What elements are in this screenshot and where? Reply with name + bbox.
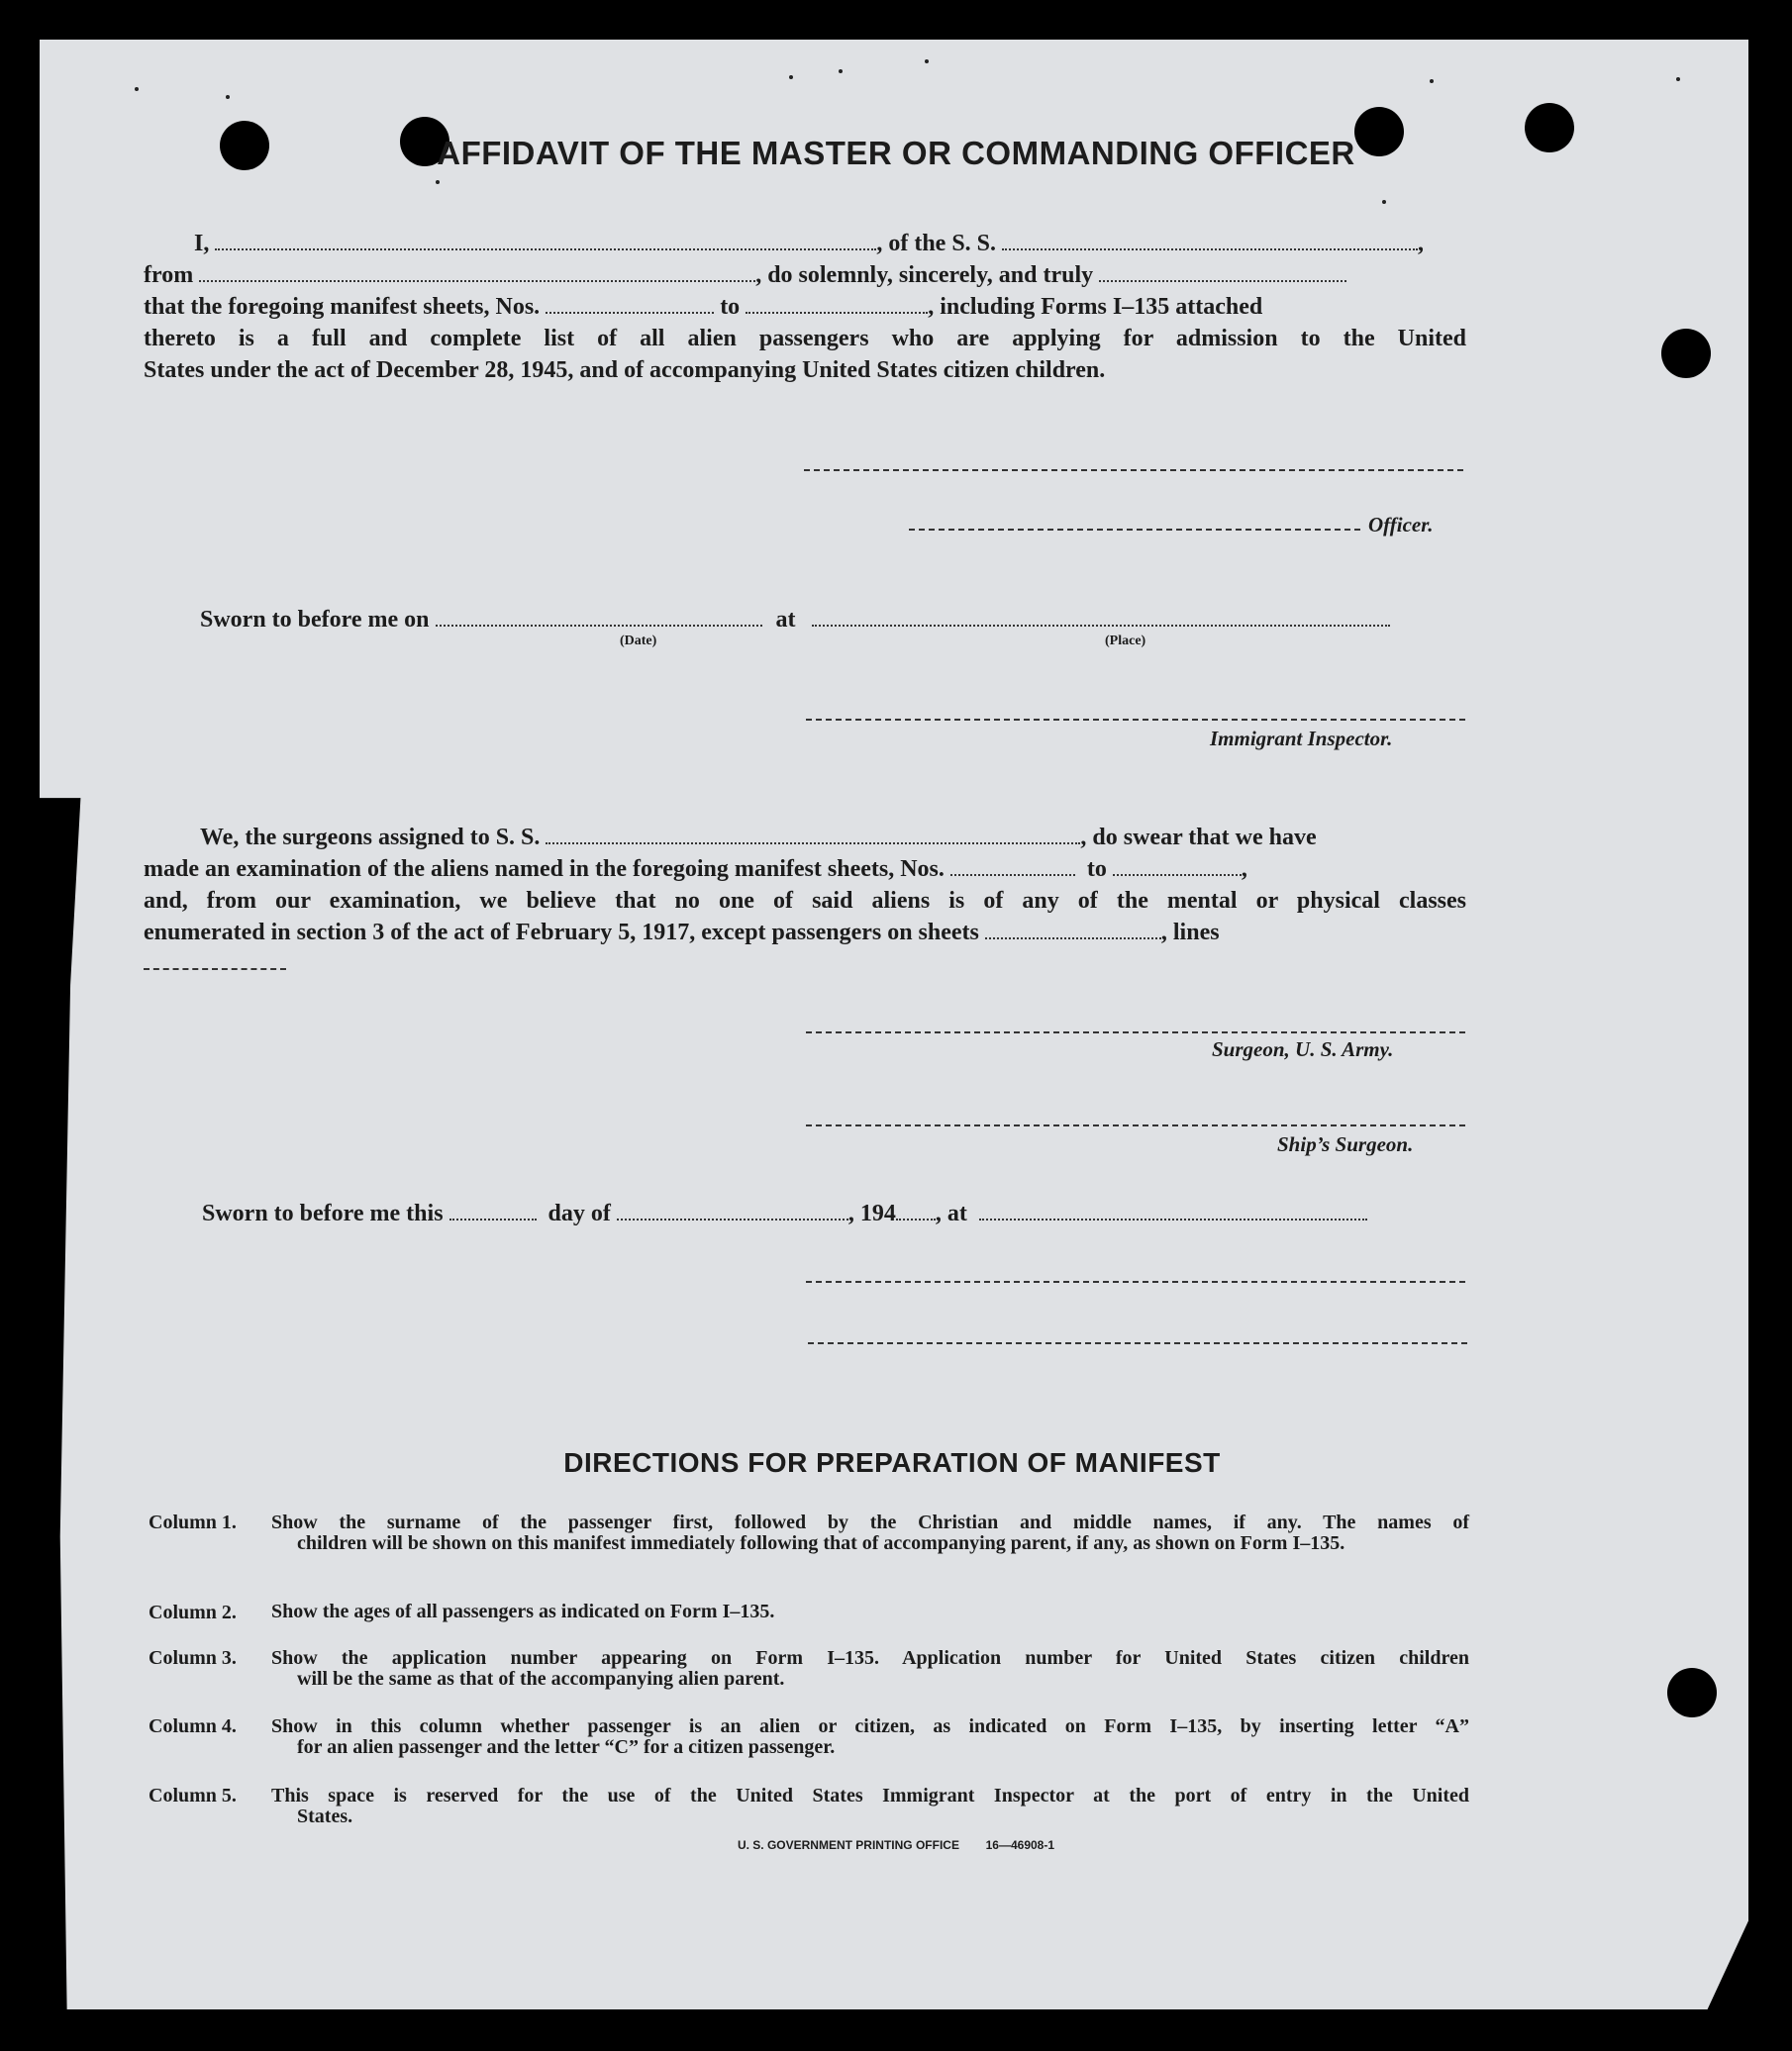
- sworn-line-2: [202, 1198, 1367, 1229]
- speck: [135, 87, 139, 91]
- inspector-signature-line[interactable]: [806, 719, 1465, 721]
- officer-caption: Officer.: [1368, 513, 1434, 537]
- sworn2-text-b: day of: [548, 1201, 611, 1226]
- ship-name-field[interactable]: [1002, 229, 1418, 250]
- surgeons-line-4: [144, 917, 1220, 948]
- surgeons-line-2: [144, 853, 1247, 885]
- sworn-date-field[interactable]: [436, 605, 762, 627]
- signature-line-a[interactable]: [806, 1281, 1465, 1283]
- punch-hole: [1661, 329, 1711, 378]
- speck: [925, 59, 929, 63]
- sworn-day-field[interactable]: [449, 1199, 537, 1221]
- oath-field[interactable]: [1099, 260, 1346, 282]
- column-1-rest: children will be shown on this manifest immediately following that of accompanying parent, if any, as shown on Form I–135.: [297, 1532, 1345, 1554]
- affidavit-l1-a: I,: [194, 231, 210, 256]
- master-name-field[interactable]: [215, 229, 876, 250]
- date-label: (Date): [620, 634, 657, 648]
- sworn-line-1: [200, 604, 1390, 635]
- sworn2-text-a: Sworn to before me this: [202, 1201, 444, 1226]
- column-1-first-line: Show the surname of the passenger first, followed by the Christian and middle names, if any. The names of: [271, 1512, 1469, 1533]
- sworn-month-field[interactable]: [617, 1199, 848, 1221]
- column-2-first-line: Show the ages of all passengers as indicated on Form I–135.: [271, 1601, 775, 1622]
- surgeons-l1-a: We, the surgeons assigned to S. S.: [200, 825, 541, 850]
- sworn1-text-a: Sworn to before me on: [200, 607, 430, 633]
- printing-office-footer: U. S. GOVERNMENT PRINTING OFFICE 16—46908-1: [737, 1838, 1055, 1852]
- column-4-rest: for an alien passenger and the letter “C” for a citizen passenger.: [297, 1736, 836, 1758]
- except-sheets-field[interactable]: [985, 918, 1161, 939]
- speck: [226, 95, 230, 99]
- surgeon-ship-field[interactable]: [546, 823, 1080, 844]
- signature-line-b[interactable]: [808, 1342, 1467, 1344]
- column-1-text: [271, 1513, 1469, 1554]
- ship-surgeon-signature-line[interactable]: [806, 1124, 1465, 1126]
- directions-title: DIRECTIONS FOR PREPARATION OF MANIFEST: [563, 1447, 1221, 1478]
- inspector-caption: Immigrant Inspector.: [1210, 727, 1393, 750]
- officer-signature-line[interactable]: [804, 469, 1463, 471]
- exam-sheet-to-field[interactable]: [1113, 854, 1242, 876]
- column-3-rest: will be the same as that of the accompanying alien parent.: [297, 1668, 785, 1690]
- speck: [1676, 77, 1680, 81]
- surgeons-l2-b: to: [1086, 856, 1107, 882]
- affidavit-title: AFFIDAVIT OF THE MASTER OR COMMANDING OFFICER: [437, 135, 1355, 171]
- sworn2-text-d: , at: [935, 1201, 967, 1226]
- surgeons-l2-a: made an examination of the aliens named in the foregoing manifest sheets, Nos.: [144, 856, 945, 882]
- speck: [1430, 79, 1434, 83]
- affidavit-line-5: States under the act of December 28, 1945, and of accompanying United States citizen children.: [144, 357, 1106, 383]
- sworn1-text-b: at: [775, 607, 796, 633]
- affidavit-l3-a: that the foregoing manifest sheets, Nos.: [144, 294, 541, 320]
- speck: [1382, 200, 1386, 204]
- punch-hole: [1667, 1668, 1717, 1717]
- surgeons-l4-b: , lines: [1160, 920, 1220, 945]
- surgeons-l2-c: ,: [1241, 856, 1247, 882]
- column-3-text: [271, 1648, 1469, 1690]
- exam-sheet-from-field[interactable]: [950, 854, 1075, 876]
- sheet-to-field[interactable]: [746, 292, 928, 314]
- port-from-field[interactable]: [199, 260, 755, 282]
- surgeons-l4-a: enumerated in section 3 of the act of February 5, 1917, except passengers on sheets: [144, 920, 979, 945]
- column-3-label: Column 3.: [149, 1647, 237, 1669]
- affidavit-l3-c: , including Forms I–135 attached: [928, 294, 1263, 320]
- affidavit-line-2: [144, 259, 1346, 291]
- sworn2-text-c: , 194: [847, 1201, 896, 1226]
- surgeons-line-1: [200, 822, 1317, 853]
- column-3-first-line: Show the application number appearing on Form I–135. Application number for United States citizen children: [271, 1647, 1469, 1669]
- sworn-place2-field[interactable]: [979, 1199, 1367, 1221]
- affidavit-l1-b: , of the S. S.: [876, 231, 997, 256]
- column-2-text: [271, 1602, 1469, 1622]
- sworn-year-field[interactable]: [896, 1199, 936, 1221]
- column-5-text: [271, 1786, 1469, 1827]
- ship-surgeon-caption: Ship’s Surgeon.: [1277, 1132, 1414, 1156]
- column-4-label: Column 4.: [149, 1715, 237, 1737]
- lines-field[interactable]: [144, 968, 286, 970]
- column-5-label: Column 5.: [149, 1785, 237, 1807]
- affidavit-l2-a: from: [144, 262, 194, 288]
- speck: [436, 180, 440, 184]
- affidavit-l1-c: ,: [1418, 231, 1425, 256]
- surgeons-line-3: and, from our examination, we believe that no one of said aliens is of any of the mental or physical classes: [144, 888, 1466, 914]
- officer-title-line[interactable]: [909, 529, 1360, 531]
- column-1-label: Column 1.: [149, 1512, 237, 1533]
- army-surgeon-caption: Surgeon, U. S. Army.: [1212, 1037, 1394, 1061]
- column-4-first-line: Show in this column whether passenger is an alien or citizen, as indicated on Form I–135, by inserting letter “A”: [271, 1715, 1469, 1737]
- column-5-rest: States.: [297, 1806, 353, 1827]
- affidavit-l2-b: , do solemnly, sincerely, and truly: [755, 262, 1094, 288]
- sheet-from-field[interactable]: [546, 292, 714, 314]
- affidavit-l3-b: to: [720, 294, 741, 320]
- column-2-label: Column 2.: [149, 1602, 237, 1623]
- surgeons-l1-b: , do swear that we have: [1080, 825, 1317, 850]
- affidavit-line-1: [194, 228, 1424, 259]
- speck: [839, 69, 843, 73]
- column-4-text: [271, 1716, 1469, 1758]
- speck: [789, 75, 793, 79]
- sworn-place-field[interactable]: [812, 605, 1390, 627]
- army-surgeon-signature-line[interactable]: [806, 1031, 1465, 1033]
- place-label: (Place): [1105, 634, 1146, 648]
- column-5-first-line: This space is reserved for the use of the United States Immigrant Inspector at the port of entry in the United: [271, 1785, 1469, 1807]
- affidavit-line-3: [144, 291, 1262, 323]
- affidavit-line-4: thereto is a full and complete list of all alien passengers who are applying for admission to the United: [144, 326, 1466, 351]
